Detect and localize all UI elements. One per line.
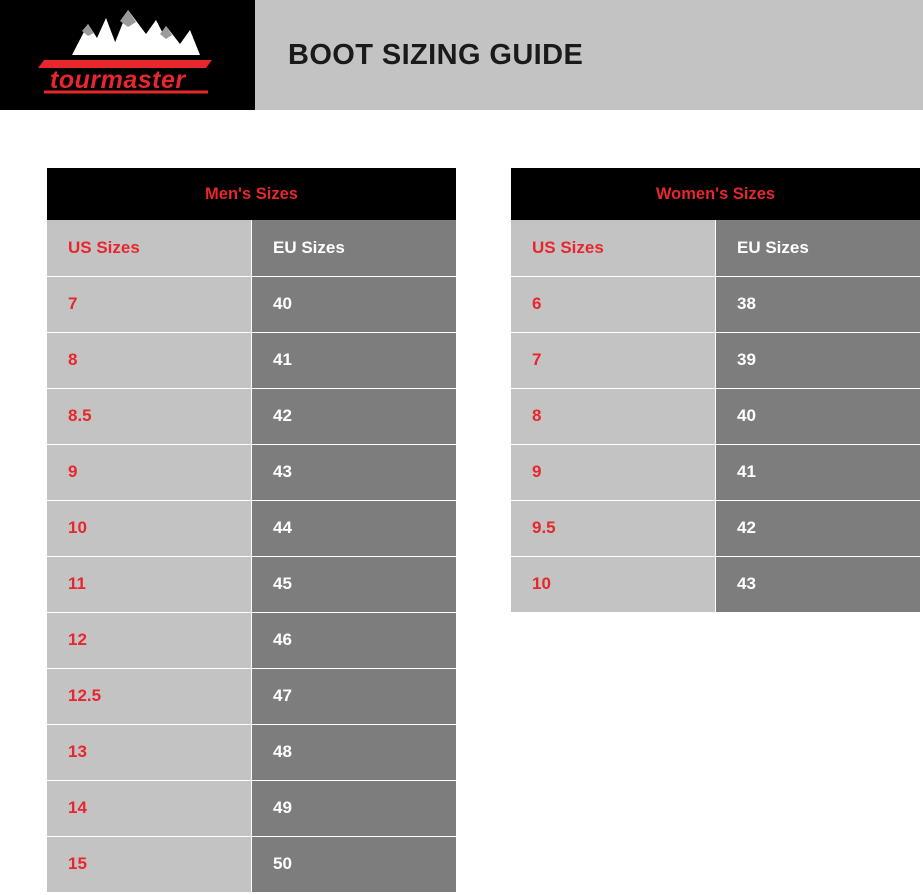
brand-logo	[0, 0, 255, 110]
womens-size-table	[511, 168, 920, 613]
svg-text:tourmaster: tourmaster	[50, 66, 186, 94]
cell-us-size: 9	[47, 444, 252, 500]
cell-us-size: 6	[511, 276, 716, 332]
womens-table-head	[511, 220, 920, 276]
table-row	[47, 724, 456, 780]
cell-us-size: 7	[511, 332, 716, 388]
mens-size-table-wrapper	[47, 168, 456, 893]
table-row	[47, 780, 456, 836]
cell-us-size: 9	[511, 444, 716, 500]
table-row	[47, 668, 456, 724]
cell-us-size: 9.5	[511, 500, 716, 556]
table-row	[511, 556, 920, 612]
cell-eu-size: 43	[716, 556, 921, 612]
mens-table-head	[47, 220, 456, 276]
table-row	[47, 612, 456, 668]
cell-eu-size: 39	[716, 332, 921, 388]
page-title: BOOT SIZING GUIDE	[288, 38, 584, 71]
womens-table-caption: Women's Sizes	[511, 168, 920, 220]
cell-us-size: 11	[47, 556, 252, 612]
womens-size-table-wrapper	[511, 168, 920, 613]
mountain-peaks-icon	[0, 0, 255, 110]
column-header-eu: EU Sizes	[716, 220, 921, 276]
page-header	[0, 0, 923, 110]
cell-eu-size: 47	[252, 668, 457, 724]
cell-us-size: 8	[47, 332, 252, 388]
cell-eu-size: 42	[716, 500, 921, 556]
column-header-us: US Sizes	[511, 220, 716, 276]
cell-us-size: 15	[47, 836, 252, 892]
cell-eu-size: 43	[252, 444, 457, 500]
cell-eu-size: 50	[252, 836, 457, 892]
column-header-eu: EU Sizes	[252, 220, 457, 276]
cell-eu-size: 41	[716, 444, 921, 500]
table-header-row	[47, 220, 456, 276]
table-row	[47, 500, 456, 556]
table-row	[511, 388, 920, 444]
mens-table-body	[47, 276, 456, 892]
cell-eu-size: 40	[252, 276, 457, 332]
table-row	[511, 500, 920, 556]
cell-us-size: 7	[47, 276, 252, 332]
cell-eu-size: 38	[716, 276, 921, 332]
mens-table-caption: Men's Sizes	[47, 168, 456, 220]
cell-eu-size: 46	[252, 612, 457, 668]
table-row	[47, 388, 456, 444]
cell-eu-size: 40	[716, 388, 921, 444]
table-row	[47, 836, 456, 892]
table-row	[47, 556, 456, 612]
table-header-row	[511, 220, 920, 276]
cell-eu-size: 42	[252, 388, 457, 444]
cell-eu-size: 44	[252, 500, 457, 556]
cell-us-size: 12.5	[47, 668, 252, 724]
table-row	[511, 276, 920, 332]
table-row	[511, 444, 920, 500]
cell-us-size: 8.5	[47, 388, 252, 444]
cell-us-size: 14	[47, 780, 252, 836]
mens-size-table	[47, 168, 456, 893]
column-header-us: US Sizes	[47, 220, 252, 276]
cell-us-size: 13	[47, 724, 252, 780]
table-row	[511, 332, 920, 388]
cell-us-size: 10	[511, 556, 716, 612]
table-row	[47, 332, 456, 388]
cell-us-size: 12	[47, 612, 252, 668]
cell-eu-size: 49	[252, 780, 457, 836]
cell-eu-size: 45	[252, 556, 457, 612]
cell-us-size: 8	[511, 388, 716, 444]
table-row	[47, 444, 456, 500]
cell-eu-size: 41	[252, 332, 457, 388]
womens-table-body	[511, 276, 920, 612]
table-row	[47, 276, 456, 332]
cell-us-size: 10	[47, 500, 252, 556]
cell-eu-size: 48	[252, 724, 457, 780]
